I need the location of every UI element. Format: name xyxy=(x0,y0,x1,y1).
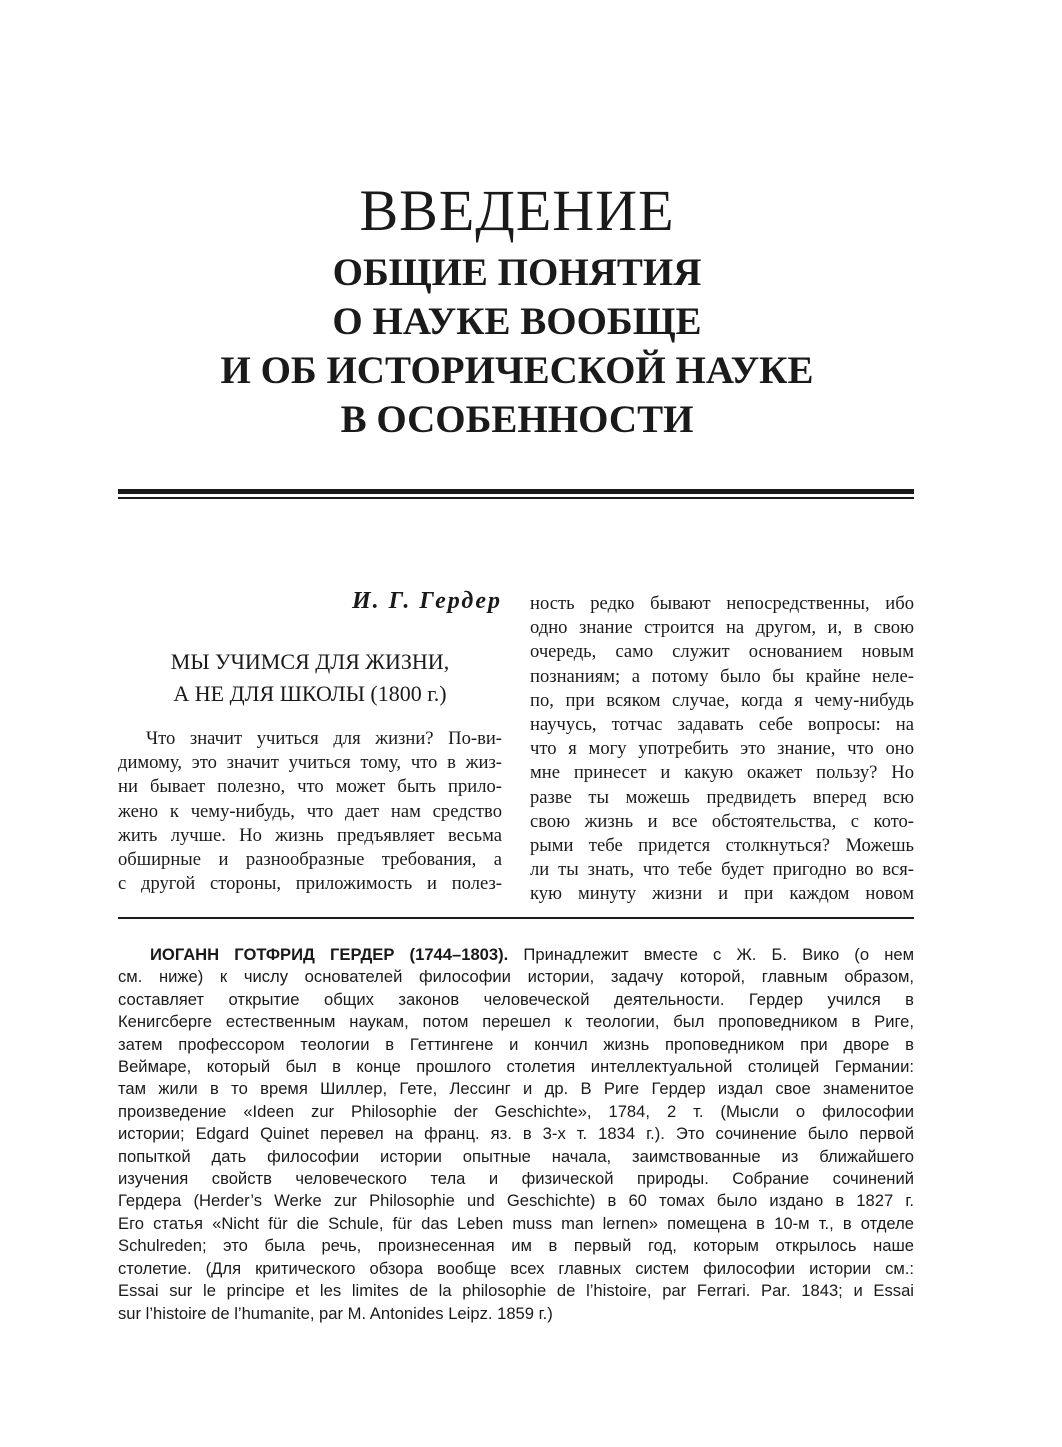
bio-line: изучения свойств человеческого тела и физической природы. Собрание сочинений xyxy=(118,1169,914,1189)
text-line: кую минуту жизни и при каждом новом xyxy=(530,883,914,905)
article-title xyxy=(118,646,502,710)
header-rule-thin xyxy=(118,497,914,499)
text-line: разве ты можешь предвидеть вперед всю xyxy=(530,786,914,808)
text-line: познаниям; а потому было бы крайне неле- xyxy=(530,665,914,687)
bio-line: произведение «Ideen zur Philosophie der Geschichte», 1784, 2 т. (Мысли о философии xyxy=(118,1101,914,1121)
text-line: с другой стороны, приложимость и полез- xyxy=(118,873,502,895)
author-biography xyxy=(118,944,914,1325)
article-title-line: А НЕ ДЛЯ ШКОЛЫ (1800 г.) xyxy=(173,681,447,706)
left-column-text xyxy=(118,727,502,896)
bio-line: там жили в то время Шиллер, Гете, Лессинг и др. В Риге Гердер издал свое знаменитое xyxy=(118,1079,914,1099)
text-line: очередь, само служит основанием новым xyxy=(530,641,914,663)
bio-line: sur l’histoire de l’humanite, par M. Antonides Leipz. 1859 г.) xyxy=(118,1303,553,1323)
bio-line: см. ниже) к числу основателей философии истории, задачу которой, главным образом, xyxy=(118,967,914,987)
header-rule-thick xyxy=(118,489,914,494)
text-line: обширные и разнообразные требования, а xyxy=(118,849,502,871)
text-line: что я могу употребить это знание, что оно xyxy=(530,738,914,760)
bio-line: Schulreden; это была речь, произнесенная им в первый год, которым открылось наше xyxy=(118,1236,914,1256)
text-line: по, при всяком случае, когда я чему-нибудь xyxy=(530,689,914,711)
subtitle-line: И ОБ ИСТОРИЧЕСКОЙ НАУКЕ xyxy=(220,349,814,392)
text-line: жено к чему-нибудь, что дает нам средство xyxy=(118,800,502,822)
bio-line: истории; Edgard Quinet перевел на франц. яз. в 3-х т. 1834 г.). Это сочинение было первой xyxy=(118,1124,914,1144)
bio-line: Кенигсберге естественным наукам, потом перешел к теологии, был проповедником в Риге, xyxy=(118,1012,914,1032)
text-line: одно знание строится на другом, и, в свою xyxy=(530,617,914,639)
section-subtitle xyxy=(0,248,1034,444)
author-name: И. Г. Гердер xyxy=(351,588,502,614)
bio-line: Его статья «Nicht für die Schule, für das Leben muss man lernen» помещена в 10-м т., в отделе xyxy=(118,1213,914,1233)
chapter-title: ВВЕДЕНИЕ xyxy=(359,177,675,243)
subtitle-line: О НАУКЕ ВООБЩЕ xyxy=(332,300,702,343)
text-line: жить лучше. Но жизнь предъявляет весьма xyxy=(118,824,502,846)
text-line: ность редко бывают непосредственны, ибо xyxy=(530,593,914,614)
subtitle-line: ОБЩИЕ ПОНЯТИЯ xyxy=(332,251,702,294)
text-line: димому, это значит учиться тому, что в жиз- xyxy=(118,752,502,774)
bio-line: составляет открытие общих законов человеческой деятельности. Гердер учился в xyxy=(118,989,914,1009)
text-line: ни бывает полезно, что может быть прило- xyxy=(118,776,502,798)
bio-first-line-text: Принадлежит вместе с Ж. Б. Вико (о нем xyxy=(508,945,914,964)
text-line: ли ты знать, что тебе будет пригодно во вся- xyxy=(530,859,914,881)
text-line: мне принесет и какую окажет пользу? Но xyxy=(530,762,914,784)
bio-line: Веймаре, который был в конце прошлого столетия интеллектуальной столицей Германии: xyxy=(118,1057,914,1077)
footnote-rule xyxy=(118,917,914,919)
right-column-text xyxy=(530,592,914,907)
bio-line: Essai sur le principe et les limites de la philosophie de l’histoire, par Ferrari. Par. 1843; и Essai xyxy=(118,1281,914,1301)
text-line: свою жизнь и все обстоятельства, с кото- xyxy=(530,810,914,832)
text-line: Что значит учиться для жизни? По-ви- xyxy=(146,728,502,749)
bio-line: столетие. (Для критического обзора вообще всех главных систем философии истории см.: xyxy=(118,1258,914,1278)
bio-line: попыткой дать философии истории опытные начала, заимствованные из ближайшего xyxy=(118,1146,914,1166)
bio-line: Гердера (Herder’s Werke zur Philosophie und Geschichte) в 60 томах было издано в 1827 г. xyxy=(118,1191,914,1211)
text-line: рыми тебе придется столкнуться? Можешь xyxy=(530,835,914,857)
bio-line: затем профессором теологии в Геттингене и кончил жизнь проповедником при дворе в xyxy=(118,1034,914,1054)
bio-line xyxy=(118,944,914,966)
article-title-line: МЫ УЧИМСЯ ДЛЯ ЖИЗНИ, xyxy=(170,649,450,674)
bio-author-name: ИОГАНН ГОТФРИД ГЕРДЕР (1744–1803). xyxy=(150,945,509,964)
subtitle-line: В ОСОБЕННОСТИ xyxy=(340,398,694,441)
text-line: научусь, тотчас задавать себе вопросы: на xyxy=(530,714,914,736)
